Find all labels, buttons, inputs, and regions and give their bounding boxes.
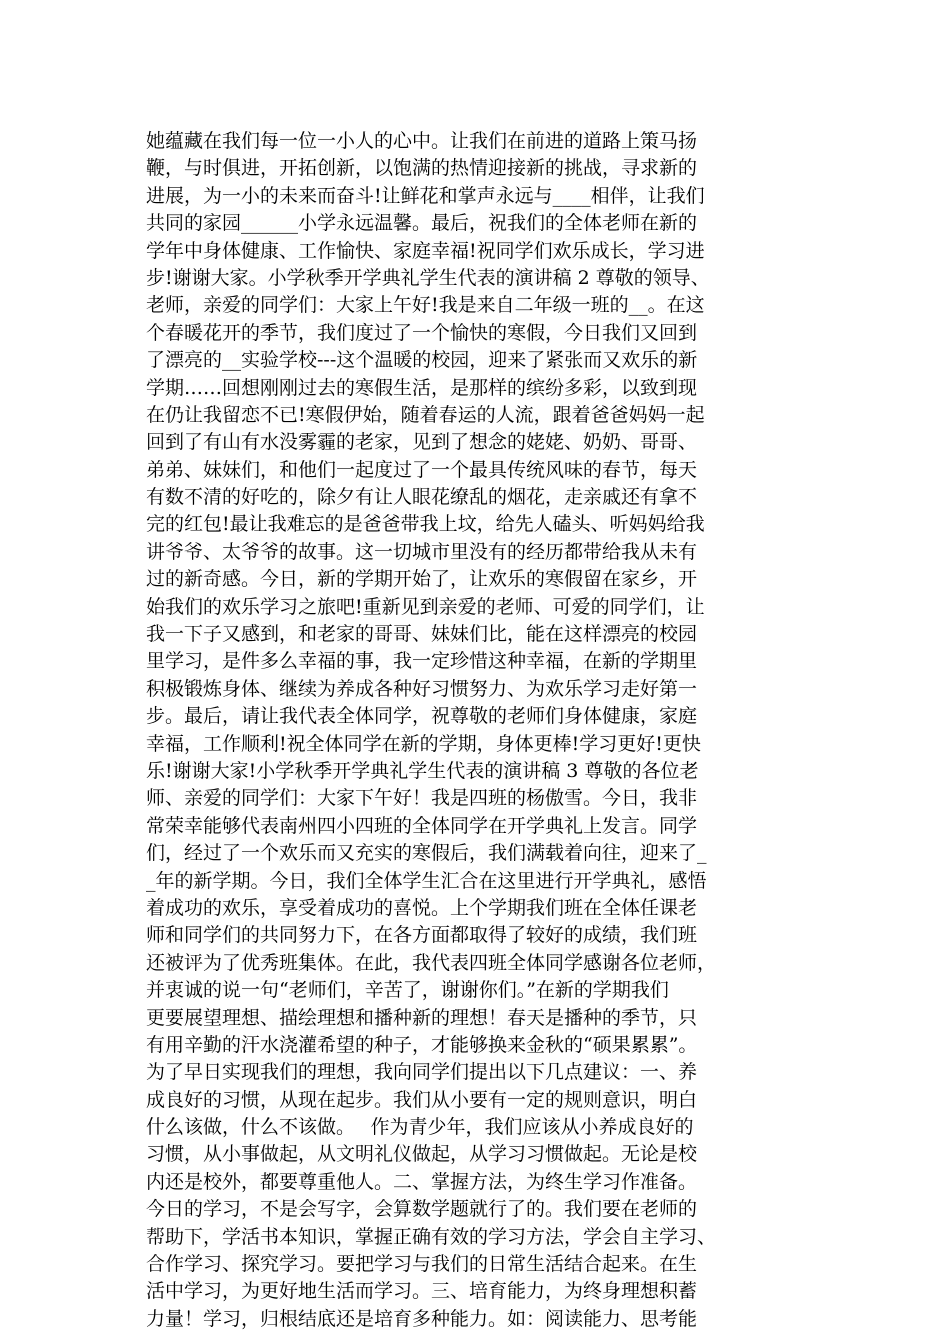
text-line: 今日的学习，不是会写字，会算数学题就行了的。我们要在老师的 [146,1198,698,1221]
text-line: 学期……回想刚刚过去的寒假生活，是那样的缤纷多彩，以致到现 [146,376,698,399]
text-line: 常荣幸能够代表南州四小四班的全体同学在开学典礼上发言。同学 [146,814,698,837]
text-line: 习惯，从小事做起，从文明礼仪做起，从学习习惯做起。无论是校 [146,1143,698,1166]
text-line: 步!谢谢大家。小学秋季开学典礼学生代表的演讲稿 2 尊敬的领导、 [146,266,710,289]
text-line: 成良好的习惯，从现在起步。我们从小要有一定的规则意识，明白 [146,1088,698,1111]
text-line: 着成功的欢乐，享受着成功的喜悦。上个学期我们班在全体任课老 [146,896,698,919]
text-line: 乐!谢谢大家!小学秋季开学典礼学生代表的演讲稿 3 尊敬的各位老 [146,759,699,782]
text-line: 积极锻炼身体、继续为养成各种好习惯努力、为欢乐学习走好第一 [146,677,698,700]
text-line: 共同的家园______小学永远温馨。最后，祝我们的全体老师在新的 [146,212,698,235]
text-line: 有数不清的好吃的，除夕有让人眼花缭乱的烟花，走亲戚还有拿不 [146,486,698,509]
text-line: 幸福，工作顺利!祝全体同学在新的学期，身体更棒!学习更好!更快 [146,732,701,755]
text-line: 力量！学习，归根结底还是培育多种能力。如：阅读能力、思考能 [146,1307,698,1330]
text-line: 更要展望理想、描绘理想和播种新的理想！春天是播种的季节，只 [146,1006,698,1029]
text-line: 们，经过了一个欢乐而又充实的寒假后，我们满载着向往，迎来了_ [146,842,707,865]
text-line: 内还是校外，都要尊重他人。二、掌握方法，为终生学习作准备。 [146,1170,698,1193]
body-text [146,128,818,1333]
text-line: 帮助下，学活书本知识，掌握正确有效的学习方法，学会自主学习、 [146,1225,717,1248]
text-line: 合作学习、探究学习。要把学习与我们的日常生活结合起来。在生 [146,1253,698,1276]
text-line: 了漂亮的__实验学校---这个温暖的校园，迎来了紧张而又欢乐的新 [146,349,698,372]
text-line: 有用辛勤的汗水浇灌希望的种子，才能够换来金秋的“硕果累累”。 [146,1033,698,1056]
text-line: 始我们的欢乐学习之旅吧!重新见到亲爱的老师、可爱的同学们，让 [146,595,705,618]
text-line: 为了早日实现我们的理想，我向同学们提出以下几点建议：一、养 [146,1061,698,1084]
text-line: 里学习，是件多么幸福的事，我一定珍惜这种幸福，在新的学期里 [146,650,698,673]
text-line: 讲爷爷、太爷爷的故事。这一切城市里没有的经历都带给我从未有 [146,540,698,563]
text-line: 什么该做，什么不该做。 作为青少年，我们应该从小养成良好的 [146,1116,694,1139]
text-line: 完的红包!最让我难忘的是爸爸带我上坟，给先人磕头、听妈妈给我 [146,513,705,536]
text-line: _年的新学期。今日，我们全体学生汇合在这里进行开学典礼，感悟 [146,869,707,892]
text-line: 活中学习，为更好地生活而学习。三、培育能力，为终身理想积蓄 [146,1280,698,1303]
text-line: 个春暖花开的季节，我们度过了一个愉快的寒假，今日我们又回到 [146,321,698,344]
text-line: 师、亲爱的同学们：大家下午好！我是四班的杨傲雪。今日，我非 [146,787,698,810]
text-line: 过的新奇感。今日，新的学期开始了，让欢乐的寒假留在家乡，开 [146,568,698,591]
text-line: 老师，亲爱的同学们：大家上午好!我是来自二年级一班的__。在这 [146,294,705,317]
text-line: 在仍让我留恋不已!寒假伊始，随着春运的人流，跟着爸爸妈妈一起 [146,403,705,426]
text-line: 弟弟、妹妹们，和他们一起度过了一个最具传统风味的春节，每天 [146,458,698,481]
text-line: 进展，为一小的未来而奋斗!让鲜花和掌声永远与____相伴，让我们 [146,184,705,207]
text-line: 鞭，与时俱进，开拓创新，以饱满的热情迎接新的挑战，寻求新的 [146,157,698,180]
text-line: 并衷诚的说一句“老师们，辛苦了，谢谢你们。”在新的学期我们 [146,979,669,1002]
text-line: 我一下子又感到，和老家的哥哥、妹妹们比，能在这样漂亮的校园 [146,623,698,646]
text-line: 步。最后，请让我代表全体同学，祝尊敬的老师们身体健康，家庭 [146,705,698,728]
text-line: 回到了有山有水没雾霾的老家，见到了想念的姥姥、奶奶、哥哥、 [146,431,698,454]
text-line: 学年中身体健康、工作愉快、家庭幸福!祝同学们欢乐成长，学习进 [146,239,705,262]
text-line: 还被评为了优秀班集体。在此，我代表四班全体同学感谢各位老师， [146,951,717,974]
text-line: 师和同学们的共同努力下，在各方面都取得了较好的成绩，我们班 [146,924,698,947]
text-line: 她蕴藏在我们每一位一小人的心中。让我们在前进的道路上策马扬 [146,130,698,152]
